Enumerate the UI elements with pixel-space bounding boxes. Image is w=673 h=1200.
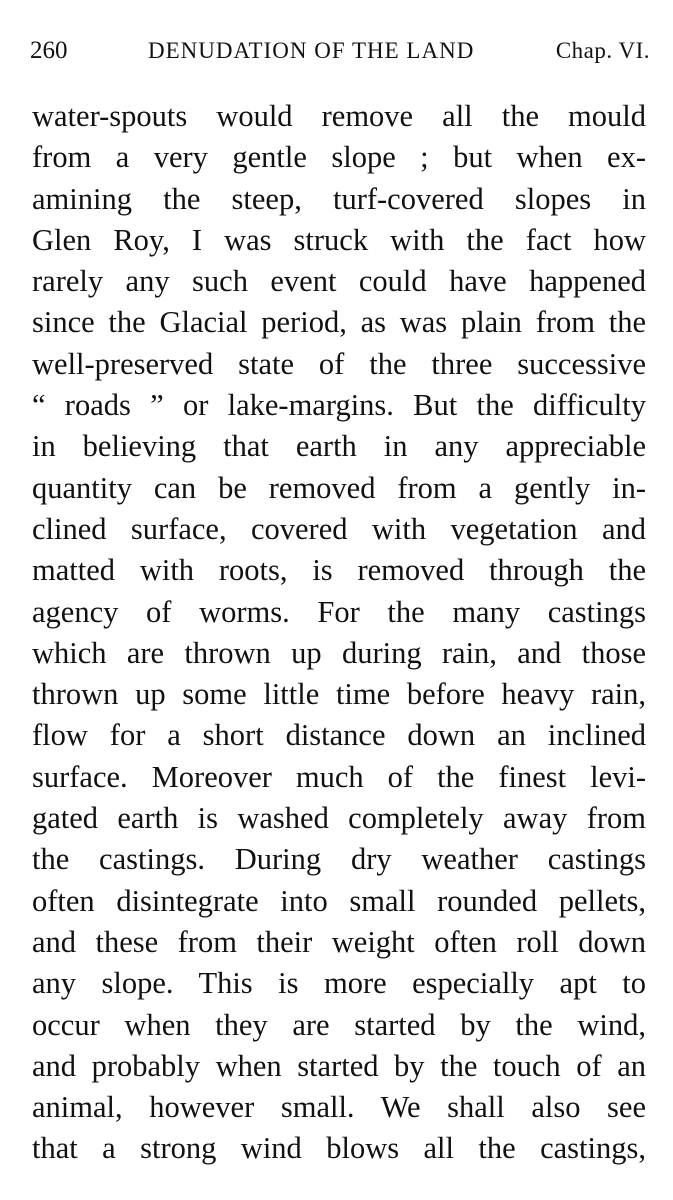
page-header [30, 34, 650, 74]
text-line: and these from their weight often roll down [32, 924, 646, 959]
text-line: occur when they are started by the wind, [32, 1007, 646, 1042]
text-line: water-spouts would remove all the mould [32, 99, 646, 133]
text-line: the castings. During dry weather castings [32, 842, 646, 877]
text-line: well-preserved state of the three successive [32, 346, 646, 381]
text-line: agency of worms. For the many castings [32, 594, 646, 629]
text-line: amining the steep, turf-covered slopes in [32, 181, 646, 216]
text-line: gated earth is washed completely away from [32, 801, 646, 836]
text-line: from a very gentle slope ; but when ex- [32, 140, 646, 175]
text-line: in believing that earth in any appreciable [32, 429, 646, 464]
text-line: any slope. This is more especially apt to [32, 966, 646, 1001]
text-line: flow for a short distance down an inclined [32, 718, 646, 753]
text-line: clined surface, covered with vegetation and [32, 511, 646, 546]
body-text [32, 96, 646, 1170]
text-line: thrown up some little time before heavy rain, [32, 677, 646, 712]
text-line: matted with roots, is removed through the [32, 553, 646, 588]
text-line: since the Glacial period, as was plain from the [32, 305, 646, 340]
text-line: which are thrown up during rain, and those [32, 635, 646, 670]
text-line: “ roads ” or lake-margins. But the difficulty [32, 388, 646, 423]
text-line: and probably when started by the touch of an [32, 1048, 646, 1083]
page-number: 260 [30, 37, 68, 64]
text-line: animal, however small. We shall also see [32, 1090, 646, 1125]
chapter-label: Chap. VI. [555, 38, 650, 63]
running-title: DENUDATION OF THE LAND [148, 38, 475, 63]
text-line: quantity can be removed from a gently in- [32, 470, 646, 505]
text-line: Glen Roy, I was struck with the fact how [32, 222, 646, 257]
text-line: that a strong wind blows all the castings, [32, 1131, 646, 1166]
text-line: rarely any such event could have happened [32, 264, 646, 299]
text-line: often disintegrate into small rounded pellets, [32, 883, 646, 918]
text-line: surface. Moreover much of the finest levi- [32, 759, 646, 794]
